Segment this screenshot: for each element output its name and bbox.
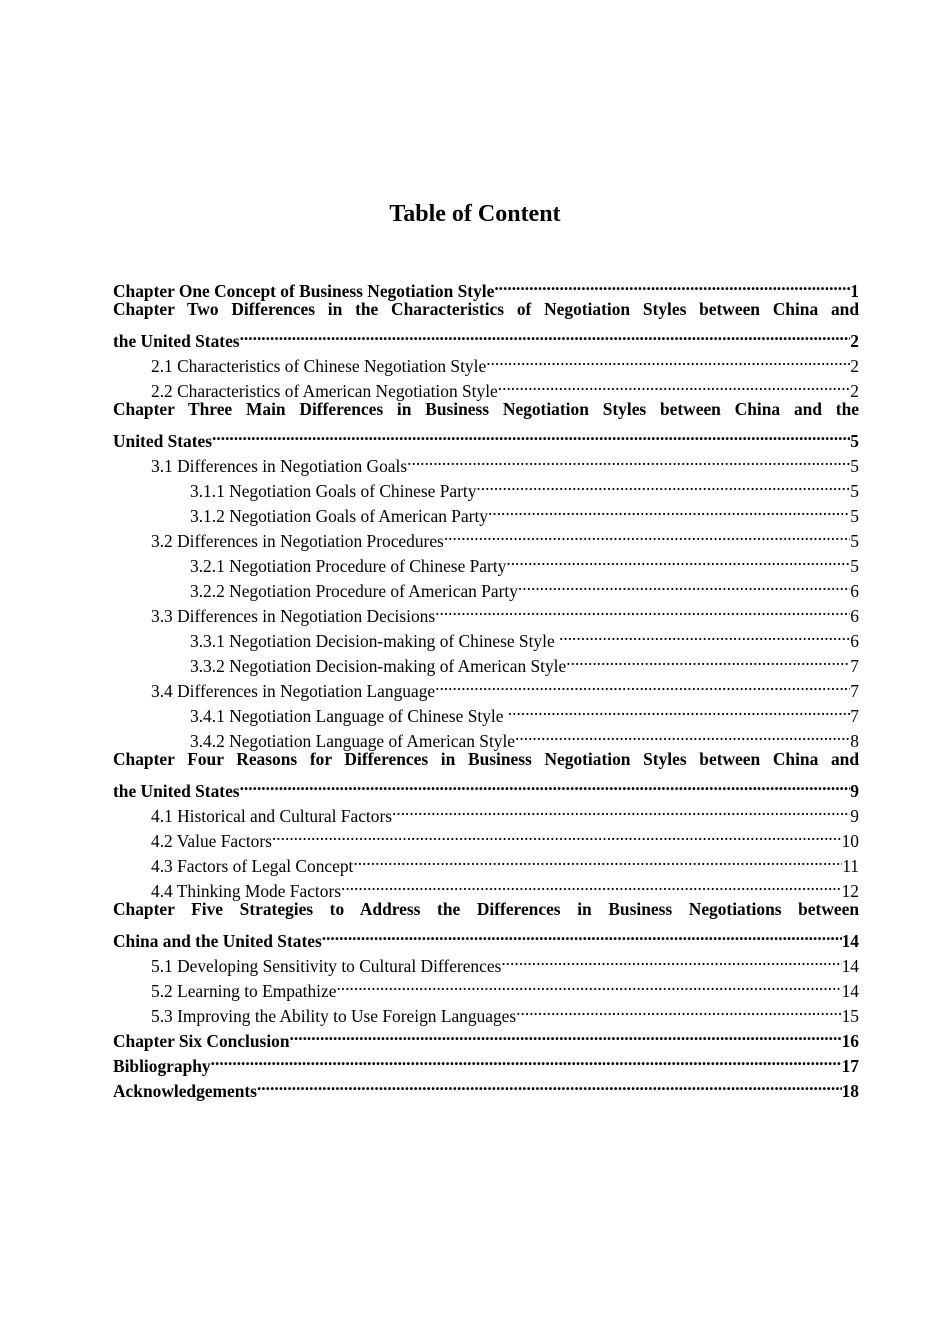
leader-dots bbox=[240, 322, 851, 347]
toc-entry-page-number: 5 bbox=[850, 506, 859, 526]
toc-entry-row bbox=[190, 722, 859, 751]
toc-entry-page-number: 5 bbox=[850, 456, 859, 476]
toc-entry[interactable] bbox=[113, 947, 859, 976]
toc-entry-title: 2.2 Characteristics of American Negotiation Style bbox=[151, 381, 498, 401]
leader-dots bbox=[566, 647, 850, 672]
toc-entry-title: 4.1 Historical and Cultural Factors bbox=[151, 806, 393, 826]
toc-entry-page-number: 14 bbox=[841, 956, 859, 976]
toc-entry-title-line: Chapter Four Reasons for Differences in Business Negotiation Styles between China and bbox=[113, 749, 859, 769]
toc-entry[interactable] bbox=[113, 897, 859, 951]
toc-entry-page-number: 7 bbox=[850, 706, 859, 726]
toc-entry-row bbox=[113, 272, 859, 301]
leader-dots bbox=[516, 997, 841, 1022]
toc-entry-page-number: 17 bbox=[841, 1056, 859, 1076]
toc-entry-page-number: 7 bbox=[850, 681, 859, 701]
toc-entry-page-number: 9 bbox=[850, 781, 859, 801]
leader-dots bbox=[272, 822, 842, 847]
toc-entry-title-line: Chapter Three Main Differences in Business Negotiation Styles between China and the bbox=[113, 399, 859, 419]
toc-entry[interactable] bbox=[113, 547, 859, 576]
toc-entry-page-number: 5 bbox=[850, 431, 859, 451]
leader-dots bbox=[518, 572, 850, 597]
leader-dots bbox=[501, 947, 841, 972]
toc-entry[interactable] bbox=[113, 472, 859, 501]
toc-entry-row bbox=[190, 472, 859, 501]
leader-dots bbox=[508, 697, 851, 722]
toc-entry-row bbox=[151, 597, 859, 626]
toc-entry-title: 5.2 Learning to Empathize bbox=[151, 981, 337, 1001]
leader-dots bbox=[476, 472, 850, 497]
toc-entry[interactable] bbox=[113, 397, 859, 451]
leader-dots bbox=[407, 447, 850, 472]
toc-entry-row bbox=[113, 322, 859, 351]
toc-entry-title: 3.3.2 Negotiation Decision-making of American Style bbox=[190, 656, 567, 676]
toc-entry-page-number: 18 bbox=[841, 1081, 859, 1101]
leader-dots bbox=[212, 422, 850, 447]
leader-dots bbox=[392, 797, 850, 822]
toc-entry-title: 3.4.1 Negotiation Language of Chinese Style bbox=[190, 706, 508, 726]
toc-entry[interactable] bbox=[113, 722, 859, 751]
leader-dots bbox=[240, 772, 851, 797]
toc-entry-title: the United States bbox=[113, 331, 240, 351]
toc-entry-row bbox=[151, 947, 859, 976]
toc-entry[interactable] bbox=[113, 1022, 859, 1051]
toc-entry-title: 3.2 Differences in Negotiation Procedures bbox=[151, 531, 444, 551]
toc-entry-page-number: 10 bbox=[841, 831, 859, 851]
toc-entry-row bbox=[190, 497, 859, 526]
toc-entry-page-number: 8 bbox=[850, 731, 859, 751]
toc-entry-row bbox=[113, 1047, 859, 1076]
leader-dots bbox=[506, 547, 850, 572]
table-of-contents bbox=[113, 272, 859, 1101]
leader-dots bbox=[486, 347, 850, 372]
toc-entry[interactable] bbox=[113, 347, 859, 376]
toc-entry-page-number: 1 bbox=[850, 281, 859, 301]
toc-entry[interactable] bbox=[113, 847, 859, 876]
toc-entry[interactable] bbox=[113, 697, 859, 726]
toc-entry-row bbox=[151, 372, 859, 401]
toc-entry[interactable] bbox=[113, 522, 859, 551]
toc-entry[interactable] bbox=[113, 297, 859, 351]
toc-entry-title: 3.1.1 Negotiation Goals of Chinese Party bbox=[190, 481, 477, 501]
toc-entry-title: Chapter One Concept of Business Negotiation Style bbox=[113, 281, 495, 301]
toc-entry-row bbox=[113, 922, 859, 951]
toc-entry[interactable] bbox=[113, 822, 859, 851]
leader-dots bbox=[290, 1022, 842, 1047]
toc-entry-page-number: 12 bbox=[841, 881, 859, 901]
toc-entry-page-number: 9 bbox=[850, 806, 859, 826]
toc-entry-title: 5.1 Developing Sensitivity to Cultural Differences bbox=[151, 956, 502, 976]
toc-entry-row bbox=[151, 447, 859, 476]
toc-entry[interactable] bbox=[113, 372, 859, 401]
toc-entry-row bbox=[113, 1072, 859, 1101]
toc-entry-row bbox=[151, 972, 859, 1001]
toc-entry[interactable] bbox=[113, 1072, 859, 1101]
toc-entry-title: 3.3.1 Negotiation Decision-making of Chinese Style bbox=[190, 631, 560, 651]
toc-entry-row bbox=[151, 672, 859, 701]
toc-entry-row bbox=[151, 522, 859, 551]
toc-entry-title: 2.1 Characteristics of Chinese Negotiation Style bbox=[151, 356, 487, 376]
toc-entry-title: 3.2.1 Negotiation Procedure of Chinese Party bbox=[190, 556, 507, 576]
leader-dots bbox=[444, 522, 850, 547]
leader-dots bbox=[435, 597, 850, 622]
toc-entry[interactable] bbox=[113, 272, 859, 301]
toc-entry-page-number: 14 bbox=[841, 931, 859, 951]
toc-entry[interactable] bbox=[113, 797, 859, 826]
toc-entry-title: 4.2 Value Factors bbox=[151, 831, 272, 851]
leader-dots bbox=[435, 672, 850, 697]
toc-entry-page-number: 16 bbox=[841, 1031, 859, 1051]
toc-entry-page-number: 15 bbox=[841, 1006, 859, 1026]
toc-entry-page-number: 11 bbox=[842, 856, 859, 876]
toc-entry-title: 3.3 Differences in Negotiation Decisions bbox=[151, 606, 436, 626]
toc-entry-title: 3.1.2 Negotiation Goals of American Party bbox=[190, 506, 488, 526]
toc-entry[interactable] bbox=[113, 747, 859, 801]
toc-entry-page-number: 2 bbox=[850, 356, 859, 376]
leader-dots bbox=[494, 272, 850, 297]
leader-dots bbox=[257, 1072, 842, 1097]
toc-entry-row bbox=[190, 622, 859, 651]
toc-entry-row bbox=[151, 872, 859, 901]
toc-entry-title: 5.3 Improving the Ability to Use Foreign Languages bbox=[151, 1006, 517, 1026]
toc-entry-page-number: 2 bbox=[850, 381, 859, 401]
toc-entry-row bbox=[151, 997, 859, 1026]
toc-entry-row bbox=[190, 647, 859, 676]
toc-entry[interactable] bbox=[113, 622, 859, 651]
leader-dots bbox=[322, 922, 842, 947]
toc-entry-title-line: Chapter Two Differences in the Characteristics of Negotiation Styles between China and bbox=[113, 299, 859, 319]
toc-entry-title: 4.3 Factors of Legal Concept bbox=[151, 856, 354, 876]
toc-entry-row bbox=[151, 822, 859, 851]
toc-entry-title-line: Chapter Five Strategies to Address the Differences in Business Negotiations between bbox=[113, 899, 859, 919]
leader-dots bbox=[211, 1047, 842, 1072]
toc-entry[interactable] bbox=[113, 572, 859, 601]
toc-entry-page-number: 5 bbox=[850, 481, 859, 501]
toc-entry-page-number: 7 bbox=[850, 656, 859, 676]
toc-entry-row bbox=[190, 697, 859, 726]
toc-entry-title: 3.1 Differences in Negotiation Goals bbox=[151, 456, 408, 476]
toc-entry-page-number: 6 bbox=[850, 581, 859, 601]
toc-entry-row bbox=[113, 422, 859, 451]
leader-dots bbox=[341, 872, 842, 897]
toc-entry-row bbox=[113, 1022, 859, 1051]
leader-dots bbox=[515, 722, 850, 747]
toc-entry-title: Chapter Six Conclusion bbox=[113, 1031, 290, 1051]
toc-entry-title: China and the United States bbox=[113, 931, 322, 951]
toc-entry[interactable] bbox=[113, 972, 859, 1001]
toc-entry[interactable] bbox=[113, 497, 859, 526]
toc-entry[interactable] bbox=[113, 872, 859, 901]
toc-entry-row bbox=[151, 847, 859, 876]
leader-dots bbox=[488, 497, 850, 522]
toc-entry[interactable] bbox=[113, 447, 859, 476]
toc-entry-row bbox=[151, 347, 859, 376]
toc-entry-title: Acknowledgements bbox=[113, 1081, 257, 1101]
toc-entry-row bbox=[113, 772, 859, 801]
toc-entry[interactable] bbox=[113, 647, 859, 676]
toc-entry-title: 3.4.2 Negotiation Language of American Style bbox=[190, 731, 516, 751]
page-title: Table of Content bbox=[389, 201, 561, 227]
toc-entry-row bbox=[151, 797, 859, 826]
toc-entry-title: 3.2.2 Negotiation Procedure of American Party bbox=[190, 581, 518, 601]
toc-entry-page-number: 5 bbox=[850, 531, 859, 551]
toc-entry-page-number: 6 bbox=[850, 631, 859, 651]
toc-entry-row bbox=[190, 547, 859, 576]
leader-dots bbox=[559, 622, 850, 647]
toc-entry-row bbox=[190, 572, 859, 601]
leader-dots bbox=[353, 847, 842, 872]
toc-entry-title: the United States bbox=[113, 781, 240, 801]
toc-entry-page-number: 5 bbox=[850, 556, 859, 576]
toc-entry-title: United States bbox=[113, 431, 213, 451]
leader-dots bbox=[498, 372, 851, 397]
toc-entry[interactable] bbox=[113, 1047, 859, 1076]
toc-entry-title: 3.4 Differences in Negotiation Language bbox=[151, 681, 436, 701]
toc-entry-page-number: 6 bbox=[850, 606, 859, 626]
toc-entry[interactable] bbox=[113, 997, 859, 1026]
toc-entry[interactable] bbox=[113, 597, 859, 626]
toc-entry-page-number: 14 bbox=[841, 981, 859, 1001]
toc-entry-page-number: 2 bbox=[850, 331, 859, 351]
toc-entry[interactable] bbox=[113, 672, 859, 701]
leader-dots bbox=[336, 972, 841, 997]
toc-entry-title: 4.4 Thinking Mode Factors bbox=[151, 881, 341, 901]
toc-entry-title: Bibliography bbox=[113, 1056, 211, 1076]
